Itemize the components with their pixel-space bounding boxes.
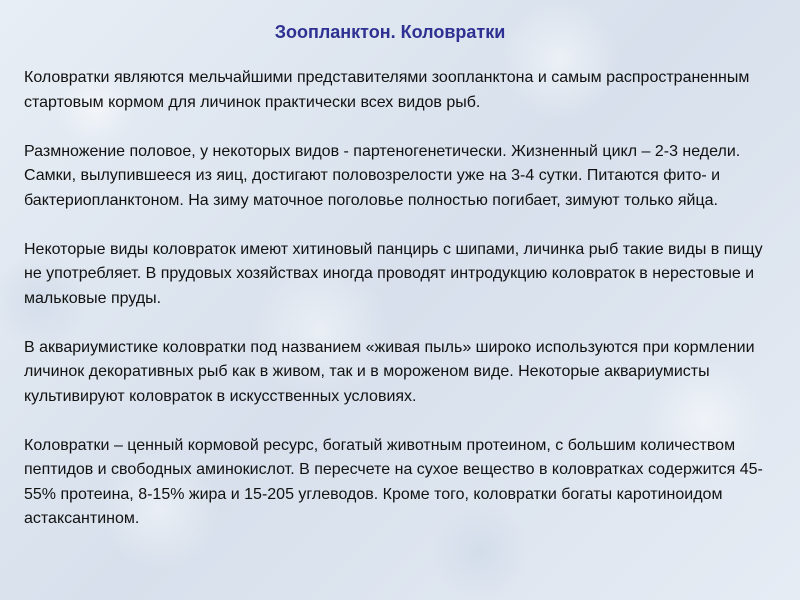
- paragraph-nutrition: Коловратки – ценный кормовой ресурс, богатый животным протеином, с большим количеством пептидов и свободных аминокислот. В пересчете на сухое вещество в коловратках содержится 45-55% протеина, 8-15% жира и 15-205 углеводов. Кроме того, коловратки богаты каротиноидом астаксантином.: [24, 436, 763, 527]
- slide-body: [24, 66, 784, 532]
- slide-title: Зоопланктон. Коловратки: [274, 22, 506, 42]
- paragraph-aquaristics: В аквариумистике коловратки под названием «живая пыль» широко используются при кормлении личинок декоративных рыб как в живом, так и в мороженом виде. Некоторые аквариумисты культивируют коловраток в искусственных условиях.: [24, 338, 755, 405]
- paragraph-reproduction: Размножение половое, у некоторых видов - партеногенетически. Жизненный цикл – 2-3 недели. Самки, вылупившееся из яиц, достигают половозрелости уже на 3-4 сутки. Питаются фито- и бактериопланктоном. На зиму маточное поголовье полностью погибает, зимуют только яйца.: [24, 142, 741, 209]
- paragraph-intro: Коловратки являются мельчайшими представителями зоопланктона и самым распространенным стартовым кормом для личинок практически всех видов рыб.: [24, 69, 750, 111]
- paragraph-chitin-species: Некоторые виды коловраток имеют хитиновый панцирь с шипами, личинка рыб такие виды в пищу не употребляет. В прудовых хозяйствах иногда проводят интродукцию коловраток в нерестовые и мальковые пруды.: [24, 240, 763, 307]
